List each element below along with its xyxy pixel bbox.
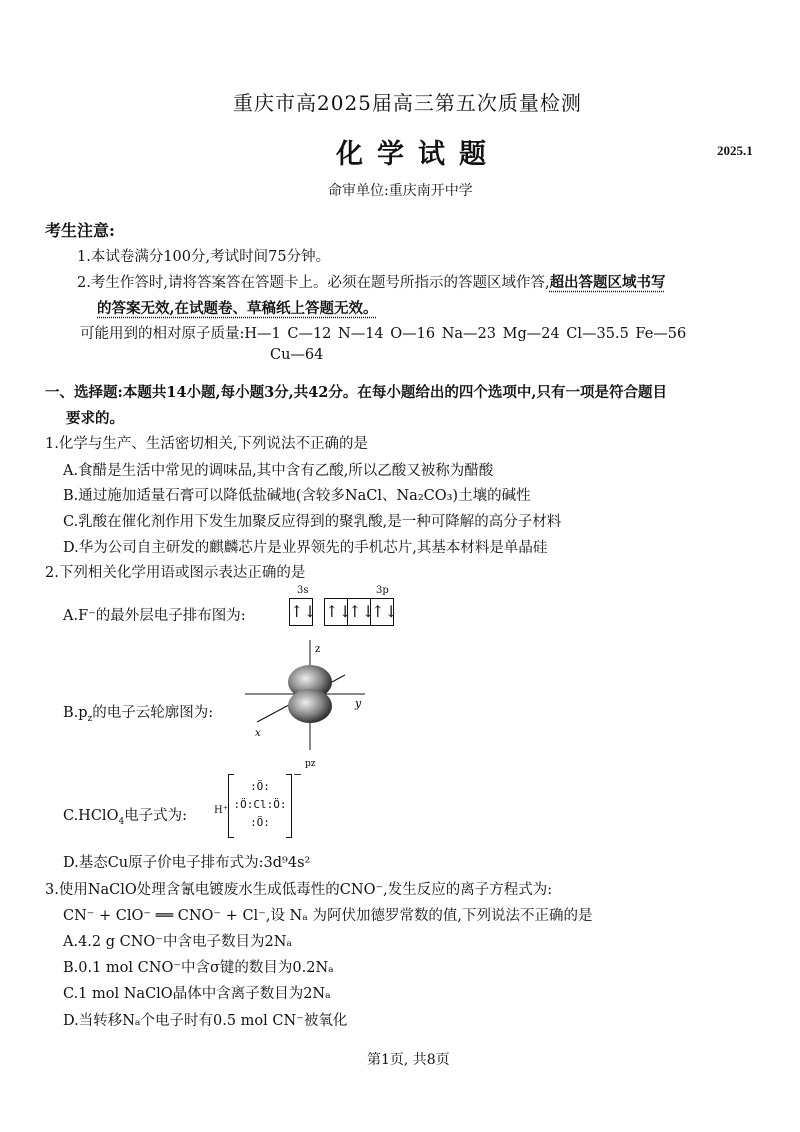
notice-item-1: 1.本试卷满分100分,考试时间75分钟。 (77, 249, 331, 265)
q2-option-a: A.F⁻的最外层电子排布图为: (63, 608, 246, 624)
notice-item-2 (77, 271, 666, 292)
setter-unit: 命审单位:重庆南开中学 (328, 183, 473, 199)
orbital-cell: ↑↓ (290, 602, 317, 621)
q2-option-b-prefix: B.p (63, 705, 88, 721)
electron-formula-charge: − (293, 768, 303, 781)
orbital-cell: ↑↓ (371, 602, 398, 621)
q2-option-b (63, 701, 213, 724)
orbital-cell: ↑↓ (348, 599, 371, 625)
q3-option-d: D.当转移Nₐ个电子时有0.5 mol CN⁻被氧化 (63, 1013, 348, 1029)
section-heading: 一、选择题:本题共14小题,每小题3分,共42分。在每小题给出的四个选项中,只有一项是符合题目 (45, 384, 667, 401)
q2-option-b-tail: 的电子云轮廓图为: (92, 705, 214, 721)
orbital-3p-label: 3p (376, 585, 389, 596)
notice-item-2-text: 2.考生作答时,请将答案答在答题卡上。必须在题号所指示的答题区域作答, (77, 275, 550, 291)
page-number: 第1页, 共8页 (367, 1052, 450, 1068)
q3-option-a: A.4.2 g CNO⁻中含电子数目为2Nₐ (63, 934, 292, 950)
q3-equation: CN⁻ + ClO⁻ ══ CNO⁻ + Cl⁻,设 Nₐ 为阿伏加德罗常数的值,下列说法不正确的是 (63, 908, 593, 924)
orbital-diagram (289, 598, 398, 626)
orbital-cell: ↑↓ (325, 599, 348, 625)
atomic-masses: 可能用到的相对原子质量:H—1 C—12 N—14 O—16 Na—23 Mg—24 Cl—35.5 Fe—56 (80, 326, 687, 342)
electron-formula-bracket (228, 774, 292, 838)
orbital-3s-box (289, 598, 317, 626)
orbital-3s-label: 3s (297, 585, 309, 596)
q2-option-c-tail: 电子式为: (124, 808, 188, 824)
exam-date: 2025.1 (717, 143, 753, 158)
axis-label-y: y (355, 697, 362, 710)
section-heading-cont: 要求的。 (66, 410, 124, 427)
q3-option-c: C.1 mol NaClO晶体中含离子数目为2Nₐ (63, 986, 331, 1002)
q2-option-c-sub: 4 (118, 816, 125, 827)
orbital-3p-box (324, 598, 398, 626)
q1-option-b: B.通过施加适量石膏可以降低盐碱地(含较多NaCl、Na₂CO₃)土壤的碱性 (63, 488, 531, 504)
axis-label-x: x (255, 728, 261, 739)
subject-title: 化学试题 (336, 139, 500, 170)
q1-option-c: C.乳酸在催化剂作用下发生加聚反应得到的聚乳酸,是一种可降解的高分子材料 (63, 514, 562, 530)
q1-option-d: D.华为公司自主研发的麒麟芯片是业界领先的手机芯片,其基本材料是单晶硅 (63, 540, 548, 556)
electron-formula-h: H⁺ (214, 805, 228, 816)
q1-stem: 1.化学与生产、生活密切相关,下列说法不正确的是 (45, 436, 368, 452)
q2-option-d: D.基态Cu原子价电子排布式为:3d⁹4s² (63, 855, 311, 871)
q3-stem: 3.使用NaClO处理含氰电镀废水生成低毒性的CNO⁻,发生反应的离子方程式为: (45, 882, 553, 898)
atomic-masses-cont: Cu—64 (270, 347, 324, 363)
q3-option-b: B.0.1 mol CNO⁻中含σ键的数目为0.2Nₐ (63, 960, 334, 976)
orbital-lobe-bottom (288, 689, 332, 723)
pz-orbital-diagram (245, 640, 380, 770)
q2-option-c-prefix: C.HClO (63, 808, 119, 824)
electron-formula-row2: :Ö:Cl:Ö: (233, 798, 287, 811)
q1-option-a: A.食醋是生活中常见的调味品,其中含有乙酸,所以乙酸又被称为醋酸 (63, 463, 494, 479)
q2-stem: 2.下列相关化学用语或图示表达正确的是 (45, 565, 306, 581)
orbital-caption: pz (305, 759, 316, 769)
q2-option-c (63, 804, 187, 827)
electron-formula-row1: :Ö: (250, 780, 270, 793)
q2-option-b-sub: z (87, 713, 93, 724)
notice-item-2-cont-text: 的答案无效,在试题卷、草稿纸上答题无效。 (97, 300, 378, 317)
axis-label-z: z (315, 644, 321, 655)
electron-formula-row3: :Ö: (250, 816, 270, 829)
notice-item-2-cont (97, 297, 378, 318)
exam-title: 重庆市高2025届高三第五次质量检测 (233, 91, 582, 115)
notice-heading: 考生注意: (45, 221, 115, 240)
notice-item-2-emphasis: 超出答题区域书写 (549, 274, 666, 291)
